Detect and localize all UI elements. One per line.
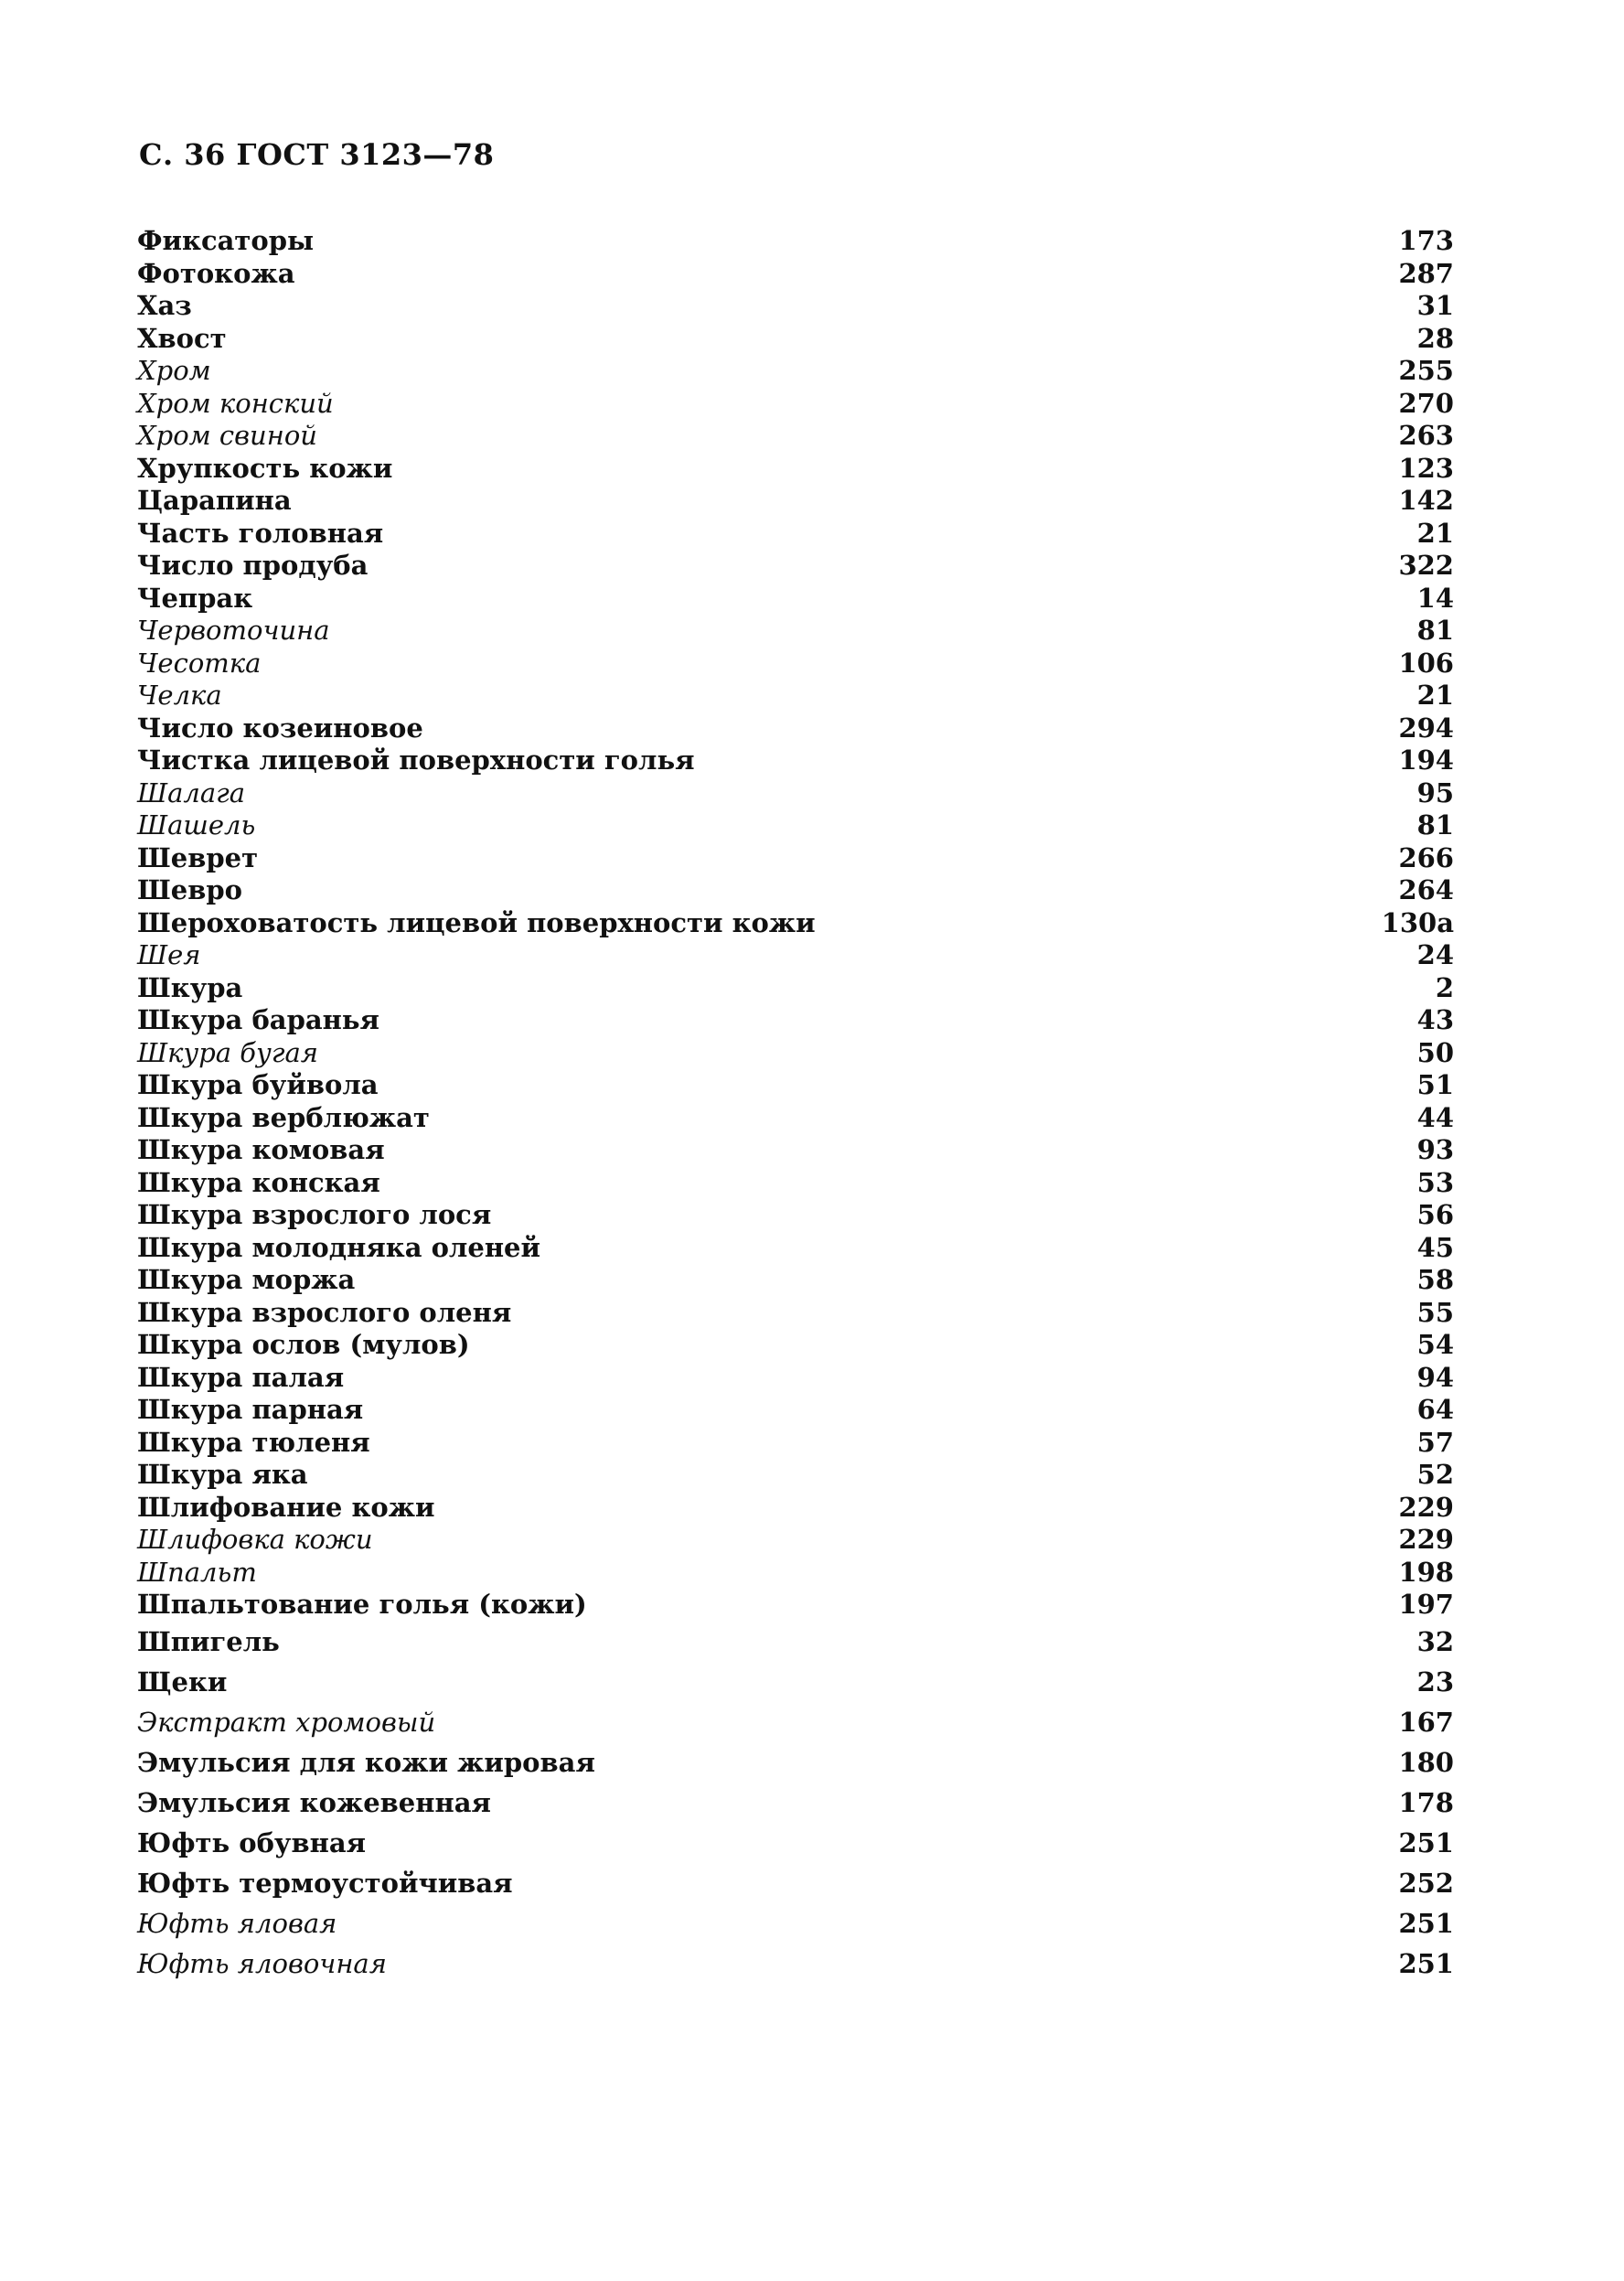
index-number: 51 — [1416, 1069, 1454, 1100]
index-term: Шлифование кожи — [137, 1491, 435, 1523]
index-term: Юфть термоустойчивая — [137, 1867, 513, 1899]
index-term: Шкура взрослого оленя — [137, 1296, 512, 1328]
index-number: 106 — [1398, 647, 1454, 679]
index-entry — [137, 1622, 1454, 1662]
index-entry — [137, 388, 1454, 421]
index-list — [137, 225, 1454, 1984]
index-number: 229 — [1398, 1491, 1454, 1523]
index-entry — [137, 258, 1454, 291]
index-number: 21 — [1416, 517, 1454, 549]
index-entry — [137, 1102, 1454, 1135]
index-term: Фотокожа — [137, 257, 295, 289]
index-term: Шкура моржа — [137, 1264, 356, 1295]
index-term: Юфть яловая — [137, 1907, 337, 1939]
index-number: 123 — [1398, 452, 1454, 484]
index-entry — [137, 453, 1454, 486]
index-term: Число козеиновое — [137, 712, 423, 744]
index-entry — [137, 485, 1454, 518]
index-term: Шпальт — [137, 1556, 257, 1588]
index-term: Шевро — [137, 874, 242, 905]
index-term: Число продуба — [137, 550, 369, 581]
index-term: Чепрак — [137, 582, 253, 614]
index-number: 54 — [1416, 1329, 1454, 1360]
index-term: Щеки — [137, 1665, 228, 1697]
index-term: Экстракт хромовый — [137, 1706, 436, 1738]
index-entry — [137, 777, 1454, 810]
index-number: 50 — [1416, 1036, 1454, 1068]
index-term: Шалага — [137, 776, 246, 809]
index-number: 43 — [1416, 1004, 1454, 1035]
index-entry — [137, 1662, 1454, 1702]
index-term: Шашель — [137, 809, 256, 841]
index-entry — [137, 1069, 1454, 1102]
index-number: 58 — [1416, 1264, 1454, 1295]
index-term: Челка — [137, 680, 222, 711]
index-entry — [137, 355, 1454, 388]
index-entry — [137, 1297, 1454, 1330]
index-term: Шкура верблюжат — [137, 1101, 430, 1133]
index-number: 52 — [1416, 1459, 1454, 1490]
index-term: Хаз — [137, 290, 192, 321]
index-term: Шкура комовая — [137, 1134, 385, 1165]
index-entry — [137, 1944, 1454, 1984]
index-term: Юфть обувная — [137, 1826, 367, 1858]
index-entry — [137, 1167, 1454, 1200]
index-term: Эмульсия для кожи жировая — [137, 1746, 595, 1778]
index-entry — [137, 1394, 1454, 1427]
index-term: Шкура — [137, 971, 243, 1003]
index-number: 81 — [1416, 615, 1454, 646]
index-number: 252 — [1398, 1867, 1454, 1899]
index-entry — [137, 1329, 1454, 1362]
page-header: С. 36 ГОСТ 3123—78 — [139, 137, 495, 172]
index-entry — [137, 420, 1454, 453]
index-entry — [137, 809, 1454, 842]
index-entry — [137, 1004, 1454, 1037]
index-term: Царапина — [137, 485, 292, 516]
index-number: 2 — [1435, 971, 1454, 1003]
index-entry — [137, 1742, 1454, 1783]
index-entry — [137, 1199, 1454, 1232]
index-term: Хром — [137, 355, 211, 386]
index-number: 178 — [1398, 1786, 1454, 1818]
index-entry — [137, 680, 1454, 712]
index-number: 270 — [1398, 387, 1454, 419]
index-entry — [137, 648, 1454, 680]
index-number: 294 — [1398, 712, 1454, 744]
index-entry — [137, 1264, 1454, 1297]
index-number: 81 — [1416, 809, 1454, 841]
index-number: 287 — [1398, 257, 1454, 289]
index-term: Шкура ослов (мулов) — [137, 1329, 470, 1360]
index-number: 23 — [1416, 1665, 1454, 1697]
index-entry — [137, 842, 1454, 875]
index-number: 194 — [1398, 744, 1454, 776]
index-number: 31 — [1416, 290, 1454, 321]
index-number: 322 — [1398, 550, 1454, 581]
index-term: Шпигель — [137, 1625, 280, 1657]
index-term: Юфть яловочная — [137, 1947, 387, 1979]
index-entry — [137, 1232, 1454, 1265]
index-number: 24 — [1416, 939, 1454, 970]
index-entry — [137, 1702, 1454, 1742]
index-entry — [137, 1037, 1454, 1070]
index-term: Шкура баранья — [137, 1004, 379, 1035]
index-number: 21 — [1416, 680, 1454, 711]
index-number: 45 — [1416, 1231, 1454, 1263]
index-number: 263 — [1398, 420, 1454, 451]
index-number: 56 — [1416, 1199, 1454, 1230]
index-entry — [137, 744, 1454, 777]
index-term: Шкура яка — [137, 1459, 308, 1490]
index-term: Шкура бугая — [137, 1036, 318, 1068]
index-number: 266 — [1398, 841, 1454, 873]
index-number: 264 — [1398, 874, 1454, 905]
index-entry — [137, 1459, 1454, 1492]
index-number: 251 — [1398, 1947, 1454, 1979]
index-entry — [137, 1823, 1454, 1863]
index-number: 251 — [1398, 1826, 1454, 1858]
index-entry — [137, 712, 1454, 745]
index-term: Шлифовка кожи — [137, 1524, 373, 1555]
index-number: 167 — [1398, 1706, 1454, 1738]
index-entry — [137, 1492, 1454, 1525]
index-entry — [137, 1362, 1454, 1395]
index-term: Шкура тюленя — [137, 1426, 370, 1458]
index-number: 95 — [1416, 776, 1454, 809]
index-number: 94 — [1416, 1361, 1454, 1393]
index-number: 14 — [1416, 582, 1454, 614]
index-entry — [137, 1783, 1454, 1823]
index-number: 251 — [1398, 1907, 1454, 1939]
index-term: Хром конский — [137, 387, 334, 419]
index-number: 180 — [1398, 1746, 1454, 1778]
index-term: Шеврет — [137, 841, 259, 873]
index-entry — [137, 1427, 1454, 1460]
index-number: 28 — [1416, 322, 1454, 354]
index-number: 44 — [1416, 1101, 1454, 1133]
index-entry — [137, 583, 1454, 616]
index-term: Шкура парная — [137, 1394, 364, 1425]
index-number: 142 — [1398, 485, 1454, 516]
index-term: Эмульсия кожевенная — [137, 1786, 491, 1818]
index-term: Шкура взрослого лося — [137, 1199, 492, 1230]
index-entry — [137, 1524, 1454, 1557]
index-entry — [137, 518, 1454, 551]
index-entry — [137, 225, 1454, 258]
index-entry — [137, 1134, 1454, 1167]
index-entry — [137, 874, 1454, 907]
index-term: Шея — [137, 939, 201, 970]
index-number: 57 — [1416, 1426, 1454, 1458]
index-term: Чистка лицевой поверхности голья — [137, 744, 695, 776]
index-entry — [137, 907, 1454, 940]
index-term: Червоточина — [137, 615, 330, 646]
index-number: 197 — [1398, 1589, 1454, 1620]
index-number: 64 — [1416, 1394, 1454, 1425]
index-number: 32 — [1416, 1625, 1454, 1657]
index-number: 255 — [1398, 355, 1454, 386]
index-term: Шероховатость лицевой поверхности кожи — [137, 906, 816, 938]
index-term: Шкура буйвола — [137, 1069, 379, 1100]
index-entry — [137, 615, 1454, 648]
index-term: Часть головная — [137, 517, 384, 549]
index-term: Хвост — [137, 322, 227, 354]
index-entry — [137, 972, 1454, 1005]
index-entry — [137, 290, 1454, 323]
index-term: Шкура конская — [137, 1166, 380, 1198]
index-term: Хром свиной — [137, 420, 317, 451]
index-term: Фиксаторы — [137, 225, 315, 256]
index-number: 55 — [1416, 1296, 1454, 1328]
index-number: 93 — [1416, 1134, 1454, 1165]
index-entry — [137, 1589, 1454, 1622]
index-term: Шпальтование голья (кожи) — [137, 1589, 587, 1620]
index-entry — [137, 550, 1454, 583]
index-term: Чесотка — [137, 647, 262, 679]
index-entry — [137, 1557, 1454, 1590]
index-number: 229 — [1398, 1524, 1454, 1555]
index-entry — [137, 1903, 1454, 1944]
index-number: 130а — [1381, 906, 1454, 938]
index-term: Хрупкость кожи — [137, 452, 393, 484]
index-number: 198 — [1398, 1556, 1454, 1588]
index-entry — [137, 939, 1454, 972]
index-number: 173 — [1398, 225, 1454, 256]
index-term: Шкура палая — [137, 1361, 345, 1393]
index-number: 53 — [1416, 1166, 1454, 1198]
index-entry — [137, 1863, 1454, 1903]
index-term: Шкура молодняка оленей — [137, 1231, 541, 1263]
index-entry — [137, 323, 1454, 356]
